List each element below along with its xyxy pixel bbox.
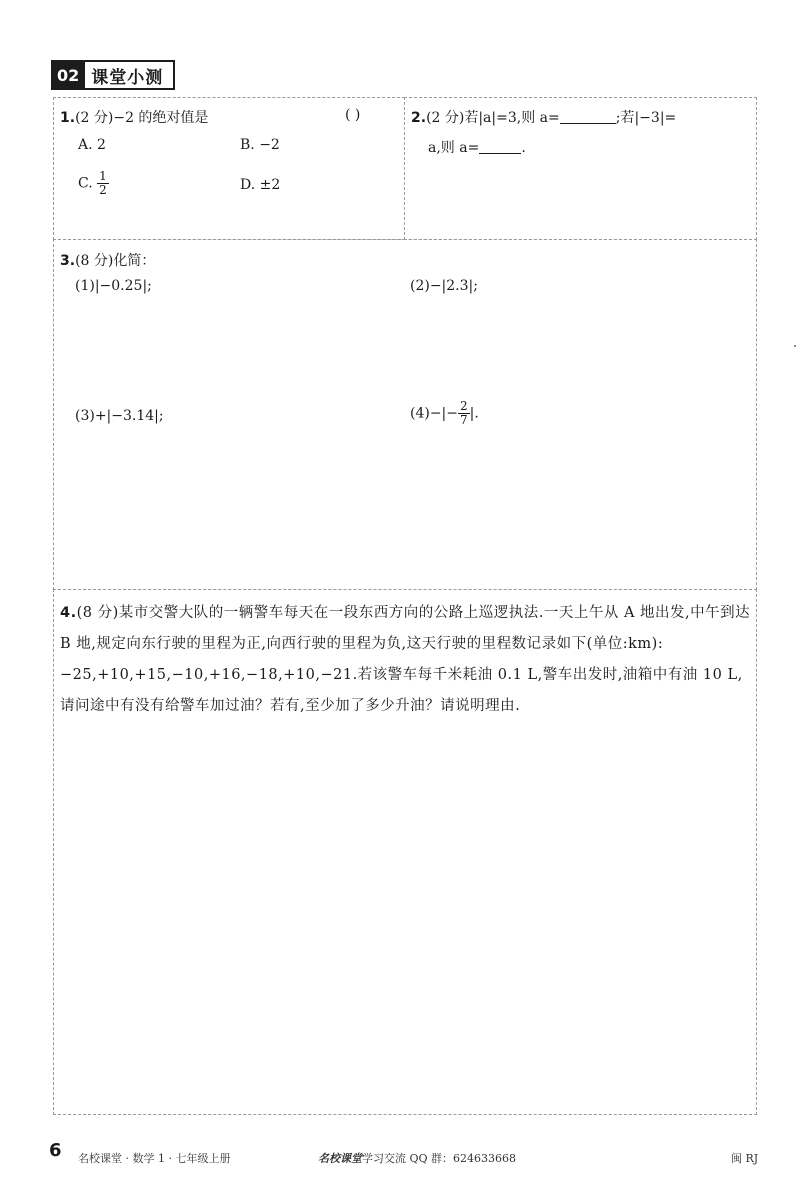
fraction-denominator: 7 (460, 413, 468, 427)
q1-option-c[interactable] (78, 170, 109, 197)
q1-option-d[interactable]: D. ±2 (240, 177, 281, 193)
q2-line1 (411, 107, 676, 127)
q2-blank-2[interactable] (479, 139, 521, 154)
q3-part-4-prefix: (4)−|− (410, 405, 459, 422)
fraction-denominator: 2 (99, 183, 107, 197)
footer-book-title: 名校课堂 · 数学 1 · 七年级上册 (78, 1152, 231, 1165)
q2-blank-1[interactable] (560, 109, 616, 124)
q1-text: (2 分)−2 的绝对值是 (75, 110, 209, 126)
qq-text: 学习交流 QQ 群：624633668 (362, 1152, 517, 1165)
q2-number: 2. (411, 110, 427, 126)
brand-logo: 名校课堂 (318, 1152, 362, 1165)
fraction-two-sevenths (458, 400, 470, 427)
q4-number: 4. (60, 605, 77, 621)
q1-option-c-label: C. (78, 175, 98, 192)
footer-qq-group (318, 1150, 516, 1166)
q3-part-1: (1)|−0.25|; (75, 278, 152, 294)
q3-part-4 (410, 400, 479, 427)
q3-part-3: (3)+|−3.14|; (75, 408, 164, 424)
footer-edition: 闽 RJ (731, 1152, 759, 1165)
q2-text-1: (2 分)若|a|=3,则 a= (426, 110, 560, 126)
q3-part-2: (2)−|2.3|; (410, 278, 478, 294)
q1-answer-paren[interactable]: ( ) (345, 107, 361, 123)
scan-mark (794, 345, 796, 347)
q2-text-4: . (521, 140, 526, 156)
q2-line2 (428, 137, 526, 157)
q1-stem (60, 107, 208, 127)
section-title: 课堂小测 (85, 60, 175, 90)
q2-text-3: a,则 a= (428, 140, 480, 156)
q3-number: 3. (60, 253, 76, 269)
q1-number: 1. (60, 110, 76, 126)
q4-text: (8 分)某市交警大队的一辆警车每天在一段东西方向的公路上巡逻执法.一天上午从 A 地出发,中午到达 B 地,规定向东行驶的里程为正,向西行驶的里程为负,这天行驶的里程数记录如下(单位:km):−25,+10,+15,−10,+16,−18,+10,−21.若该警车每千米耗油 0.1 L,警车出发时,油箱中有油 10 L,请问途中有没有给警车加过油？若有,至少加了多少升油？请说明理由. (60, 605, 751, 714)
fraction-numerator: 2 (460, 399, 468, 413)
section-header (51, 60, 175, 90)
fraction-numerator: 1 (99, 169, 107, 183)
page-number: 6 (49, 1140, 62, 1161)
q3-stem (60, 250, 155, 270)
q3-text: (8 分)化简： (75, 253, 156, 269)
q1-option-a[interactable]: A. 2 (78, 137, 106, 153)
q3-part-4-suffix: |. (469, 405, 479, 422)
fraction-one-half (97, 170, 109, 197)
q4-text-block (60, 598, 752, 722)
q1-option-b[interactable]: B. −2 (240, 137, 280, 153)
section-number: 02 (51, 60, 85, 90)
q2-text-2: ;若|−3|= (615, 110, 677, 126)
